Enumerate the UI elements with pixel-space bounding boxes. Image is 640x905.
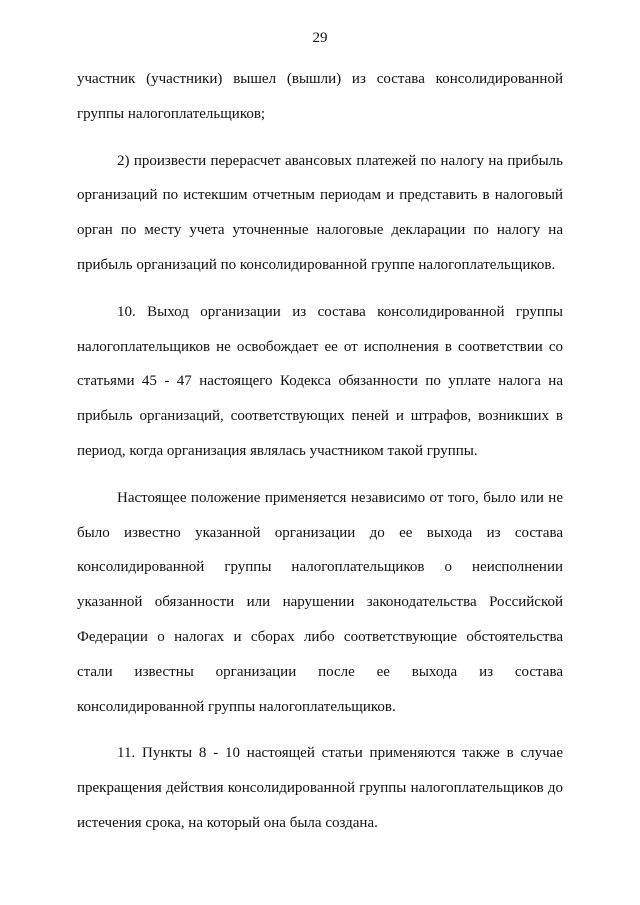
paragraph-clause-11: 11. Пункты 8 - 10 настоящей статьи применяются также в случае прекращения действия консолидированной группы налогоплательщиков до истечения срока, на который она была создана. — [77, 745, 563, 831]
paragraph-clause-10: 10. Выход организации из состава консолидированной группы налогоплательщиков не освобождает ее от исполнения в соответствии со статьями 45 - 47 настоящего Кодекса обязанности по уплате налога на прибыль организаций, соответствующих пеней и штрафов, возникших в период, когда организация являлась участником такой группы. — [77, 303, 563, 459]
page-number: 29 — [312, 30, 328, 46]
paragraph-clause-10-continued: Настоящее положение применяется независимо от того, было или не было известно указанной организации до ее выхода из состава консолидированной группы налогоплательщиков о неисполнении указанной обязанности или нарушении законодательства Российской Федерации о налогах и сборах либо соответствующие обстоятельства стали известны организации после ее выхода из состава консолидированной группы налогоплательщиков. — [77, 489, 563, 715]
paragraph-continuation: участник (участники) вышел (вышли) из состава консолидированной группы налогоплательщиков; — [77, 71, 563, 122]
document-body — [77, 62, 563, 841]
paragraph-item-2: 2) произвести перерасчет авансовых платежей по налогу на прибыль организаций по истекшим отчетным периодам и представить в налоговый орган по месту учета уточненные налоговые декларации по налогу на прибыль организаций по консолидированной группе налогоплательщиков. — [77, 152, 563, 273]
